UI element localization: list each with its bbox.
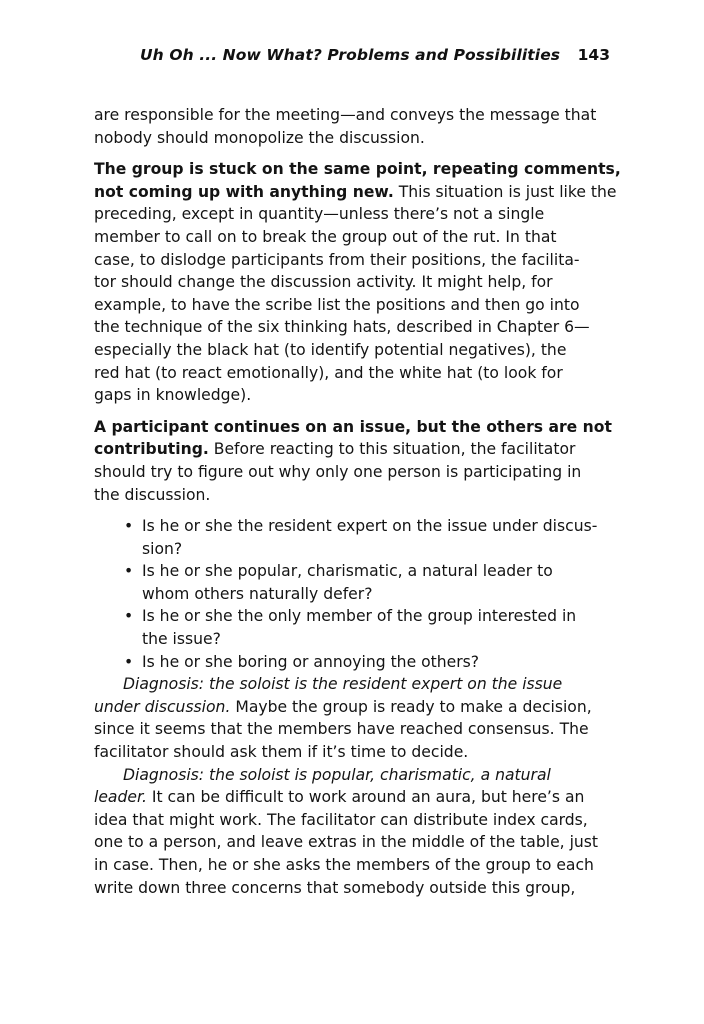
text-line (94, 786, 614, 809)
runin-heading-end: contributing. (94, 440, 209, 459)
bullet-icon: • (124, 607, 134, 626)
text-line: red hat (to react emotionally), and the white hat (to look for (94, 363, 563, 382)
text-line: the discussion. (94, 485, 211, 504)
text-run: This situation is just like the (393, 182, 617, 201)
text-line: since it seems that the members have reached consensus. The (94, 720, 589, 739)
text-line: idea that might work. The facilitator can distribute index cards, (94, 810, 588, 829)
text-line: nobody should monopolize the discussion. (94, 128, 425, 147)
text-line: whom others naturally defer? (142, 584, 373, 603)
paragraph-diagnosis-charismatic (94, 764, 614, 900)
text-line: case, to dislodge participants from their positions, the facilita- (94, 250, 580, 269)
text-line: example, to have the scribe list the positions and then go into (94, 295, 580, 314)
paragraph-participant-continues (94, 416, 614, 506)
paragraph-continuation (94, 104, 614, 149)
text-line: should try to figure out why only one person is participating in (94, 462, 582, 481)
diagnosis-label-line: Diagnosis: the soloist is the resident expert on the issue (123, 675, 563, 694)
list-item (124, 515, 614, 560)
text-line (94, 438, 614, 461)
running-head-title: Uh Oh ... Now What? Problems and Possibilities (140, 46, 561, 64)
paragraph-group-stuck (94, 158, 621, 407)
text-line: tor should change the discussion activity. It might help, for (94, 273, 553, 292)
text-line: one to a person, and leave extras in the middle of the table, just (94, 833, 599, 852)
text-line: in case. Then, he or she asks the members of the group to each (94, 856, 594, 874)
diagnosis-label-line: Diagnosis: the soloist is popular, charismatic, a natural (123, 765, 551, 784)
running-head (140, 46, 610, 70)
list-item (124, 651, 614, 674)
text-line: gaps in knowledge). (94, 386, 252, 405)
diagnosis-label-end: under discussion. (94, 697, 231, 716)
runin-heading-line: A participant continues on an issue, but the others are not (94, 417, 612, 436)
text-line: Is he or she the resident expert on the issue under discus- (142, 517, 598, 536)
text-line: facilitator should ask them if it’s time to decide. (94, 743, 469, 762)
paragraph-diagnosis-expert (94, 673, 614, 763)
list-item (124, 560, 614, 605)
question-list (94, 515, 614, 673)
text-line: Is he or she the only member of the group interested in (142, 607, 577, 626)
bullet-icon: • (124, 652, 134, 671)
text-line: Is he or she popular, charismatic, a natural leader to (142, 562, 553, 581)
text-line: the issue? (142, 630, 221, 649)
text-run: It can be difficult to work around an aura, but here’s an (146, 788, 585, 807)
text-line: preceding, except in quantity—unless there’s not a single (94, 205, 545, 224)
text-line: are responsible for the meeting—and conveys the message that (94, 106, 597, 124)
text-line: the technique of the six thinking hats, described in Chapter 6— (94, 318, 590, 337)
list-item (124, 605, 614, 650)
text-line: Is he or she boring or annoying the others? (142, 652, 480, 671)
diagnosis-label-end: leader. (94, 788, 147, 807)
text-run: Before reacting to this situation, the facilitator (208, 440, 576, 459)
text-line: especially the black hat (to identify potential negatives), the (94, 340, 567, 359)
text-line: sion? (142, 539, 183, 558)
bullet-icon: • (124, 562, 134, 581)
bullet-icon: • (124, 517, 134, 536)
body-text (94, 104, 621, 899)
text-line (94, 696, 614, 719)
text-run: Maybe the group is ready to make a decision, (230, 697, 592, 716)
text-line: write down three concerns that somebody outside this group, (94, 878, 576, 897)
text-line: member to call on to break the group out of the rut. In that (94, 227, 557, 246)
runin-heading-end: not coming up with anything new. (94, 182, 394, 201)
text-line (94, 181, 617, 204)
runin-heading-line: The group is stuck on the same point, repeating comments, (94, 160, 621, 179)
page-number: 143 (577, 46, 610, 64)
